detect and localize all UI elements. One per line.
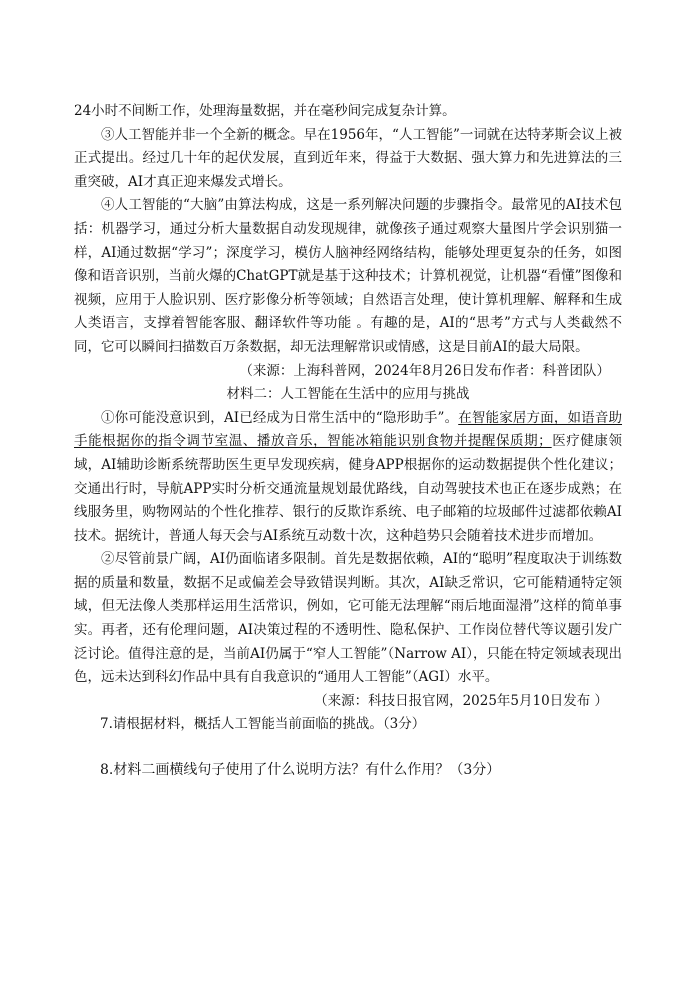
material2-paragraph-1 [74, 407, 622, 549]
material2-p1-lead: ①你可能没意识到，AI已经成为日常生活中的“隐形助手”。 [101, 409, 459, 426]
material1-source [74, 360, 622, 384]
material1-source-text: （来源：上海科普网，2024年8月26日发布作者：科普团队） [239, 362, 610, 379]
document-page [74, 100, 622, 783]
material2-source-text: （来源：科技日报官网，2025年5月10日发布 ） [314, 692, 608, 709]
material2-p1-rest: 医疗健康领域，AI辅助诊断系统帮助医生更早发现疾病，健身APP根据你的运动数据提供个性化建议；交通出行时，导航APP实时分析交通流量规划最优路线，自动驾驶技术也正在逐步成熟；在线服务里，购物网站的个性化推荐、银行的反欺诈系统、电子邮箱的垃圾邮件过滤都依赖AI技术。据统计，普通人每天会与AI系统互动数十次，这种趋势只会随着技术进步而增加。 [74, 433, 623, 544]
material2-source [74, 690, 622, 714]
material1-paragraph-3: ③人工智能并非一个全新的概念。早在1956年，“人工智能”一词就在达特茅斯会议上被正式提出。经过几十年的起伏发展，直到近年来，得益于大数据、强大算力和先进算法的三重突破，AI才真正迎来爆发式增长。 [74, 126, 622, 190]
question-8: 8.材料二画横线句子使用了什么说明方法？有什么作用？（3分） [100, 762, 501, 779]
underlined-sentence: 在智能家居方面，如语音助手能根据你的指令调节室温、播放音乐，智能冰箱能识别食物并提醒保质期； [74, 409, 623, 450]
question-7: 7.请根据材料，概括人工智能当前面临的挑战。（3分） [100, 716, 426, 733]
material1-paragraph-continued: 24小时不间断工作，处理海量数据，并在毫秒间完成复杂计算。 [74, 103, 456, 119]
material1-paragraph-4: ④人工智能的“大脑”由算法构成，这是一系列解决问题的步骤指令。最常见的AI技术包括：机器学习，通过分析大量数据自动发现规律，就像孩子通过观察大量图片学会识别猫一样，AI通过数据“学习”；深度学习，模仿人脑神经网络结构，能够处理更复杂的任务，如图像和语音识别，当前火爆的ChatGPT就是基于这种技术；计算机视觉，让机器“看懂”图像和视频，应用于人脸识别、医疗影像分析等领域；自然语言处理，使计算机理解、解释和生成人类语言，支撑着智能客服、翻译软件等功能 。有趣的是，AI的“思考”方式与人类截然不同，它可以瞬间扫描数百万条数据，却无法理解常识或情感，这是目前AI的最大局限。 [74, 197, 622, 355]
material2-title: 材料二：人工智能在生活中的应用与挑战 [226, 386, 470, 403]
material2-paragraph-2: ②尽管前景广阔，AI仍面临诸多限制。首先是数据依赖，AI的“聪明”程度取决于训练数据的质量和数量，数据不足或偏差会导致错误判断。其次，AI缺乏常识，它可能精通特定领域，但无法像人类那样运用生活常识，例如，它可能无法理解“雨后地面湿滑”这样的简单事实。再者，还有伦理问题，AI决策过程的不透明性、隐私保护、工作岗位替代等议题引发广泛讨论。值得注意的是，当前AI仍属于“窄人工智能”（Narrow AI），只能在特定领域表现出色，远未达到科幻作品中具有自我意识的“通用人工智能”（AGI）水平。 [74, 551, 622, 686]
